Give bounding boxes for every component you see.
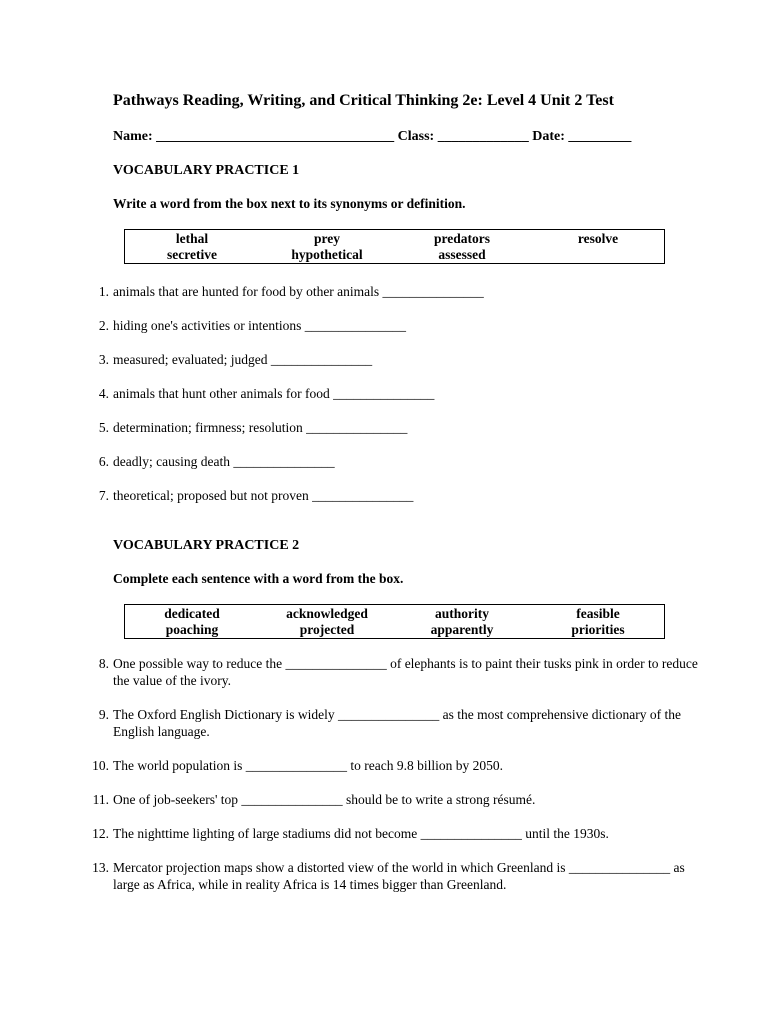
question-item <box>92 757 703 774</box>
word-box-item: lethal <box>175 231 209 246</box>
word-box-item: authority <box>435 606 489 621</box>
question-text: measured; evaluated; judged _______________ <box>113 352 373 367</box>
word-box-item: acknowledged <box>286 606 368 621</box>
question-number: 11. <box>92 792 109 807</box>
page-title: Pathways Reading, Writing, and Critical Thinking 2e: Level 4 Unit 2 Test <box>113 92 614 109</box>
question-text: One possible way to reduce the _______________ of elephants is to paint their tusks pink in order to reduce the value of the ivory. <box>113 656 698 688</box>
question-item <box>98 317 703 334</box>
question-item <box>98 453 703 470</box>
section2-instruction: Complete each sentence with a word from the box. <box>113 571 404 586</box>
section1-heading: VOCABULARY PRACTICE 1 <box>113 163 300 178</box>
word-box-2 <box>124 604 665 639</box>
word-box-item: secretive <box>167 247 217 262</box>
question-item <box>92 791 703 808</box>
word-box-item: dedicated <box>164 606 220 621</box>
question-number: 4. <box>98 386 109 401</box>
question-number: 2. <box>98 318 109 333</box>
question-number: 12. <box>92 826 109 841</box>
question-number: 7. <box>98 488 109 503</box>
word-box-item: projected <box>299 622 355 637</box>
word-box-item: resolve <box>577 231 619 246</box>
word-box-item: predators <box>434 231 490 246</box>
section1-instruction: Write a word from the box next to its synonyms or definition. <box>113 196 466 211</box>
question-text: Mercator projection maps show a distorted view of the world in which Greenland is _______________ as large as Africa, while in reality Africa is 14 times bigger than Greenland. <box>113 860 685 892</box>
question-number: 6. <box>98 454 109 469</box>
question-item <box>92 825 703 842</box>
word-box-item: assessed <box>438 247 486 262</box>
question-text: The world population is _______________ to reach 9.8 billion by 2050. <box>113 758 503 773</box>
question-text: deadly; causing death _______________ <box>113 454 335 469</box>
question-text: animals that are hunted for food by other animals _______________ <box>113 284 484 299</box>
question-item <box>98 487 703 504</box>
question-number: 9. <box>98 707 109 722</box>
question-text: The nighttime lighting of large stadiums did not become _______________ until the 1930s. <box>113 826 609 841</box>
word-box-item: apparently <box>430 622 494 637</box>
question-number: 3. <box>98 352 109 367</box>
word-box-item: priorities <box>571 622 625 637</box>
question-number: 1. <box>98 284 109 299</box>
question-text: determination; firmness; resolution _______________ <box>113 420 408 435</box>
question-text: hiding one's activities or intentions _______________ <box>113 318 407 333</box>
question-number: 13. <box>92 860 109 875</box>
name-class-date-line: Name: __________________________________ Class: _____________ Date: _________ <box>113 129 632 144</box>
word-box-item: feasible <box>576 606 620 621</box>
question-item <box>98 655 703 689</box>
question-number: 5. <box>98 420 109 435</box>
question-number: 8. <box>98 656 109 671</box>
question-number: 10. <box>92 758 109 773</box>
question-text: theoretical; proposed but not proven _______________ <box>113 488 414 503</box>
question-item <box>98 706 703 740</box>
word-box-item: prey <box>314 231 340 246</box>
question-item <box>98 283 703 300</box>
question-text: The Oxford English Dictionary is widely _______________ as the most comprehensive dictionary of the English language. <box>113 707 682 739</box>
question-item <box>98 419 703 436</box>
word-box-1 <box>124 229 665 264</box>
question-text: One of job-seekers' top _______________ should be to write a strong résumé. <box>113 792 536 807</box>
word-box-item: poaching <box>165 622 219 637</box>
question-text: animals that hunt other animals for food _______________ <box>113 386 435 401</box>
question-item <box>98 351 703 368</box>
question-item <box>92 859 703 893</box>
question-item <box>98 385 703 402</box>
section2-heading: VOCABULARY PRACTICE 2 <box>113 538 300 553</box>
word-box-item: hypothetical <box>291 247 363 262</box>
